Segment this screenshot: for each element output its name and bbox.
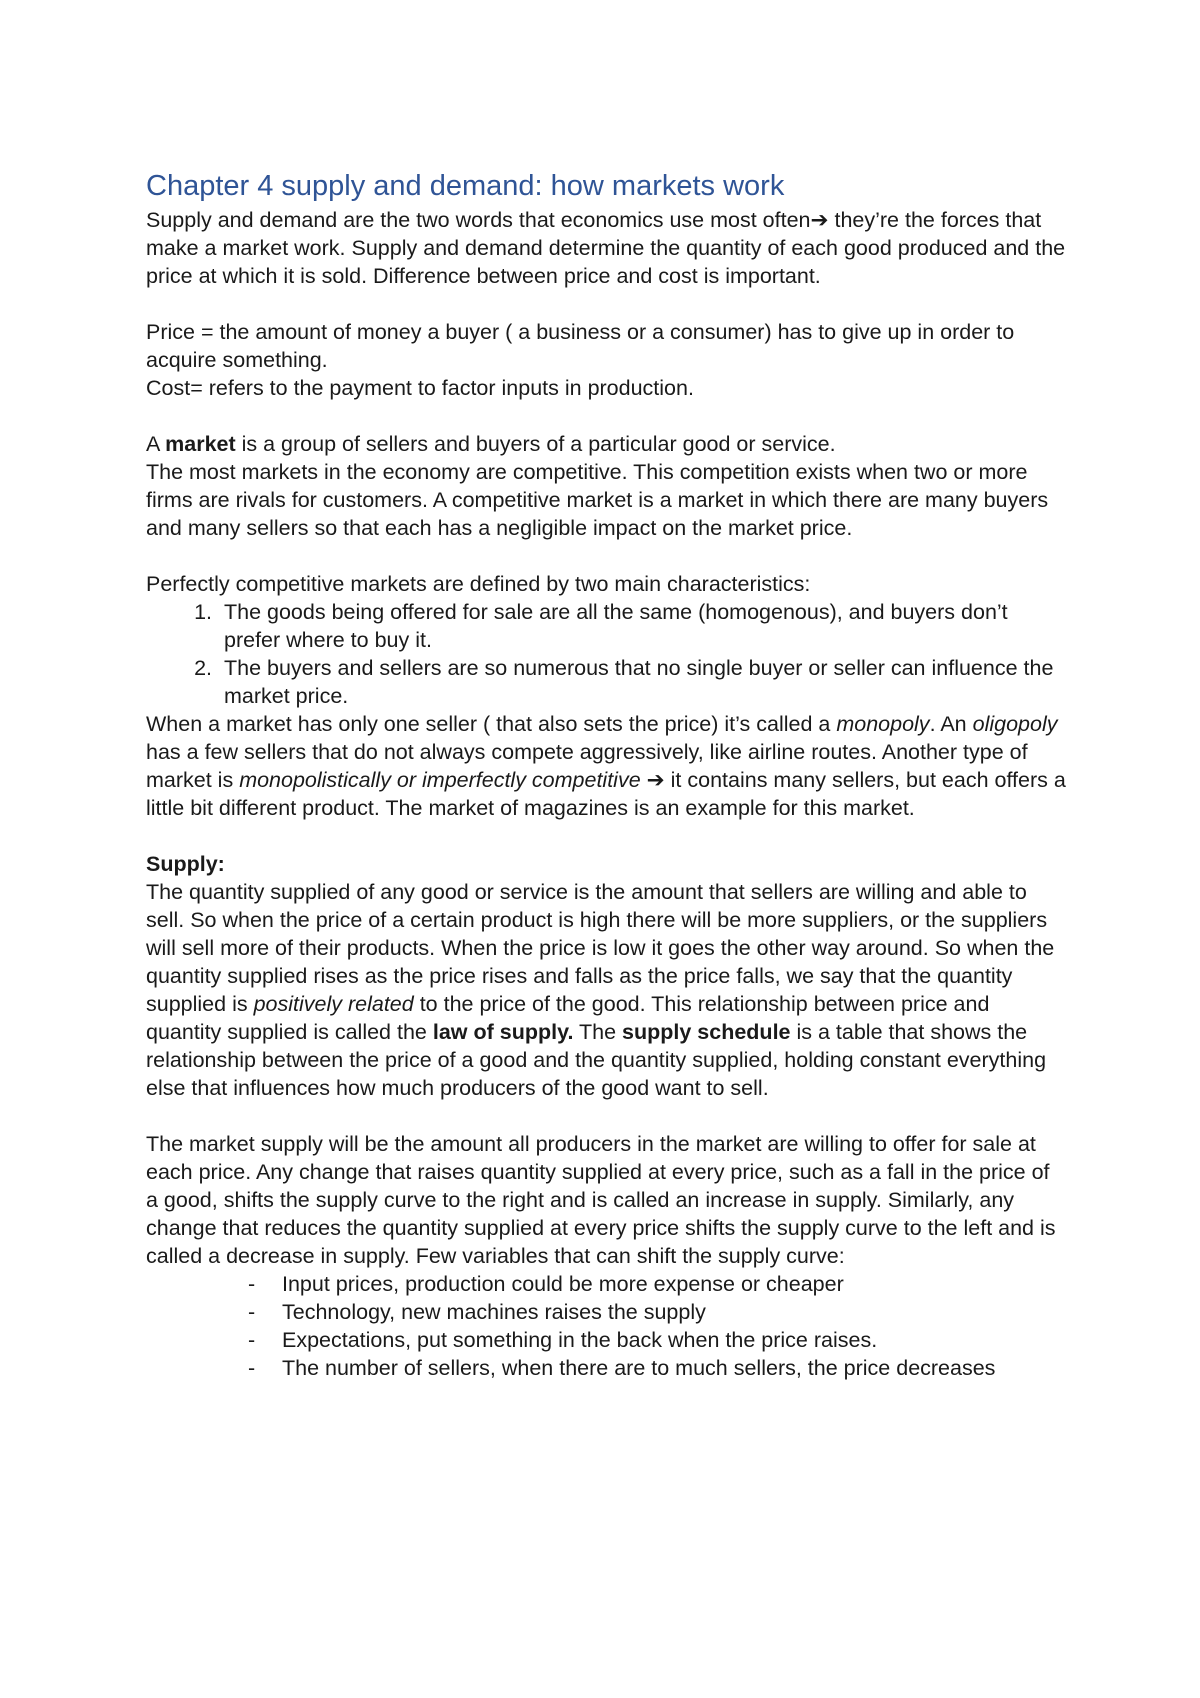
list-item: 2. The buyers and sellers are so numerous that no single buyer or seller can influence the market price. [218, 654, 1066, 710]
market-def-rest: is a group of sellers and buyers of a particular good or service. [235, 432, 836, 456]
monopoly-term: monopoly [836, 712, 930, 736]
intro-text: Supply and demand are the two words that economics use most often [146, 208, 811, 232]
text: has a few sellers that do not always compete aggressively, like airline routes. Another type of market is [146, 740, 1028, 792]
text: to the price of the good. This relationship between price and quantity supplied is called the [146, 992, 990, 1044]
list-item [248, 1298, 1066, 1326]
cost-definition: Cost= refers to the payment to factor inputs in production. [146, 376, 694, 400]
characteristics-list [146, 598, 1066, 710]
text: The quantity supplied of any good or service is the amount that sellers are willing and able to sell. So when the price of a certain product is high there will be more suppliers, or the suppliers will sell more of their products. When the price is low it goes the other way around. So when the quantity supplied rises as the price rises and falls as the price falls, we say that the quantity supplied is [146, 880, 1055, 1016]
dash-bullet: - [248, 1272, 256, 1296]
list-item-text: The number of sellers, when there are to much sellers, the price decreases [282, 1356, 996, 1380]
intro-text-continued: they’re the forces that make a market work. Supply and demand determine the quantity of each good produced and the price at which it is sold. Difference between price and cost is important. [146, 208, 1066, 288]
price-definition: Price = the amount of money a buyer ( a business or a consumer) has to give up in order to acquire something. [146, 320, 1015, 372]
competitive-paragraph: The most markets in the economy are competitive. This competition exists when two or more firms are rivals for customers. A competitive market is a market in which there are many buyers and many sellers so that each has a negligible impact on the market price. [146, 460, 1049, 540]
supply-paragraph [146, 878, 1066, 1102]
oligopoly-term: oligopoly [972, 712, 1058, 736]
dash-bullet: - [248, 1356, 256, 1380]
monopolistic-term: monopolistically or imperfectly competitive [239, 768, 641, 792]
document-page [146, 168, 1066, 1382]
list-item-text: Technology, new machines raises the supply [282, 1300, 706, 1324]
dash-bullet: - [248, 1300, 256, 1324]
text: it contains many sellers, but each offers a little bit different product. The market of magazines is an example for this market. [146, 768, 1066, 820]
chapter-title: Chapter 4 supply and demand: how markets work [146, 170, 785, 202]
text: is a table that shows the relationship between the price of a good and the quantity supplied, holding constant everything else that influences how much producers of the good want to sell. [146, 1020, 1047, 1100]
list-item: 1. The goods being offered for sale are all the same (homogenous), and buyers don’t prefer where to buy it. [218, 598, 1066, 654]
supply-heading: Supply: [146, 852, 225, 876]
list-item [248, 1326, 1066, 1354]
list-item [248, 1354, 1066, 1382]
market-def-a: A [146, 432, 166, 456]
supply-shifters-list [146, 1270, 1066, 1382]
list-item [248, 1270, 1066, 1298]
positively-related-term: positively related [253, 992, 414, 1016]
arrow-icon: ➔ [810, 208, 829, 232]
market-supply-paragraph: The market supply will be the amount all producers in the market are willing to offer for sale at each price. Any change that raises quantity supplied at every price, such as a fall in the price of a good, shifts the supply curve to the right and is called an increase in supply. Similarly, any change that reduces the quantity supplied at every price shifts the supply curve to the left and is called a decrease in supply. Few variables that can shift the supply curve: [146, 1132, 1056, 1268]
text: When a market has only one seller ( that also sets the price) it’s called a [146, 712, 837, 736]
arrow-icon: ➔ [640, 768, 665, 792]
text: . An [929, 712, 973, 736]
list-item-text: Input prices, production could be more expense or cheaper [282, 1272, 844, 1296]
list-item-text: Expectations, put something in the back when the price raises. [282, 1328, 878, 1352]
intro-paragraph [146, 206, 1066, 290]
supply-schedule-term: supply schedule [622, 1020, 791, 1044]
market-definition [146, 430, 1066, 458]
text: The [573, 1020, 623, 1044]
law-of-supply-term: law of supply. [432, 1020, 574, 1044]
perfect-competition-lead: Perfectly competitive markets are defined by two main characteristics: [146, 572, 811, 596]
market-types-paragraph [146, 710, 1066, 822]
dash-bullet: - [248, 1328, 256, 1352]
market-term: market [165, 432, 236, 456]
